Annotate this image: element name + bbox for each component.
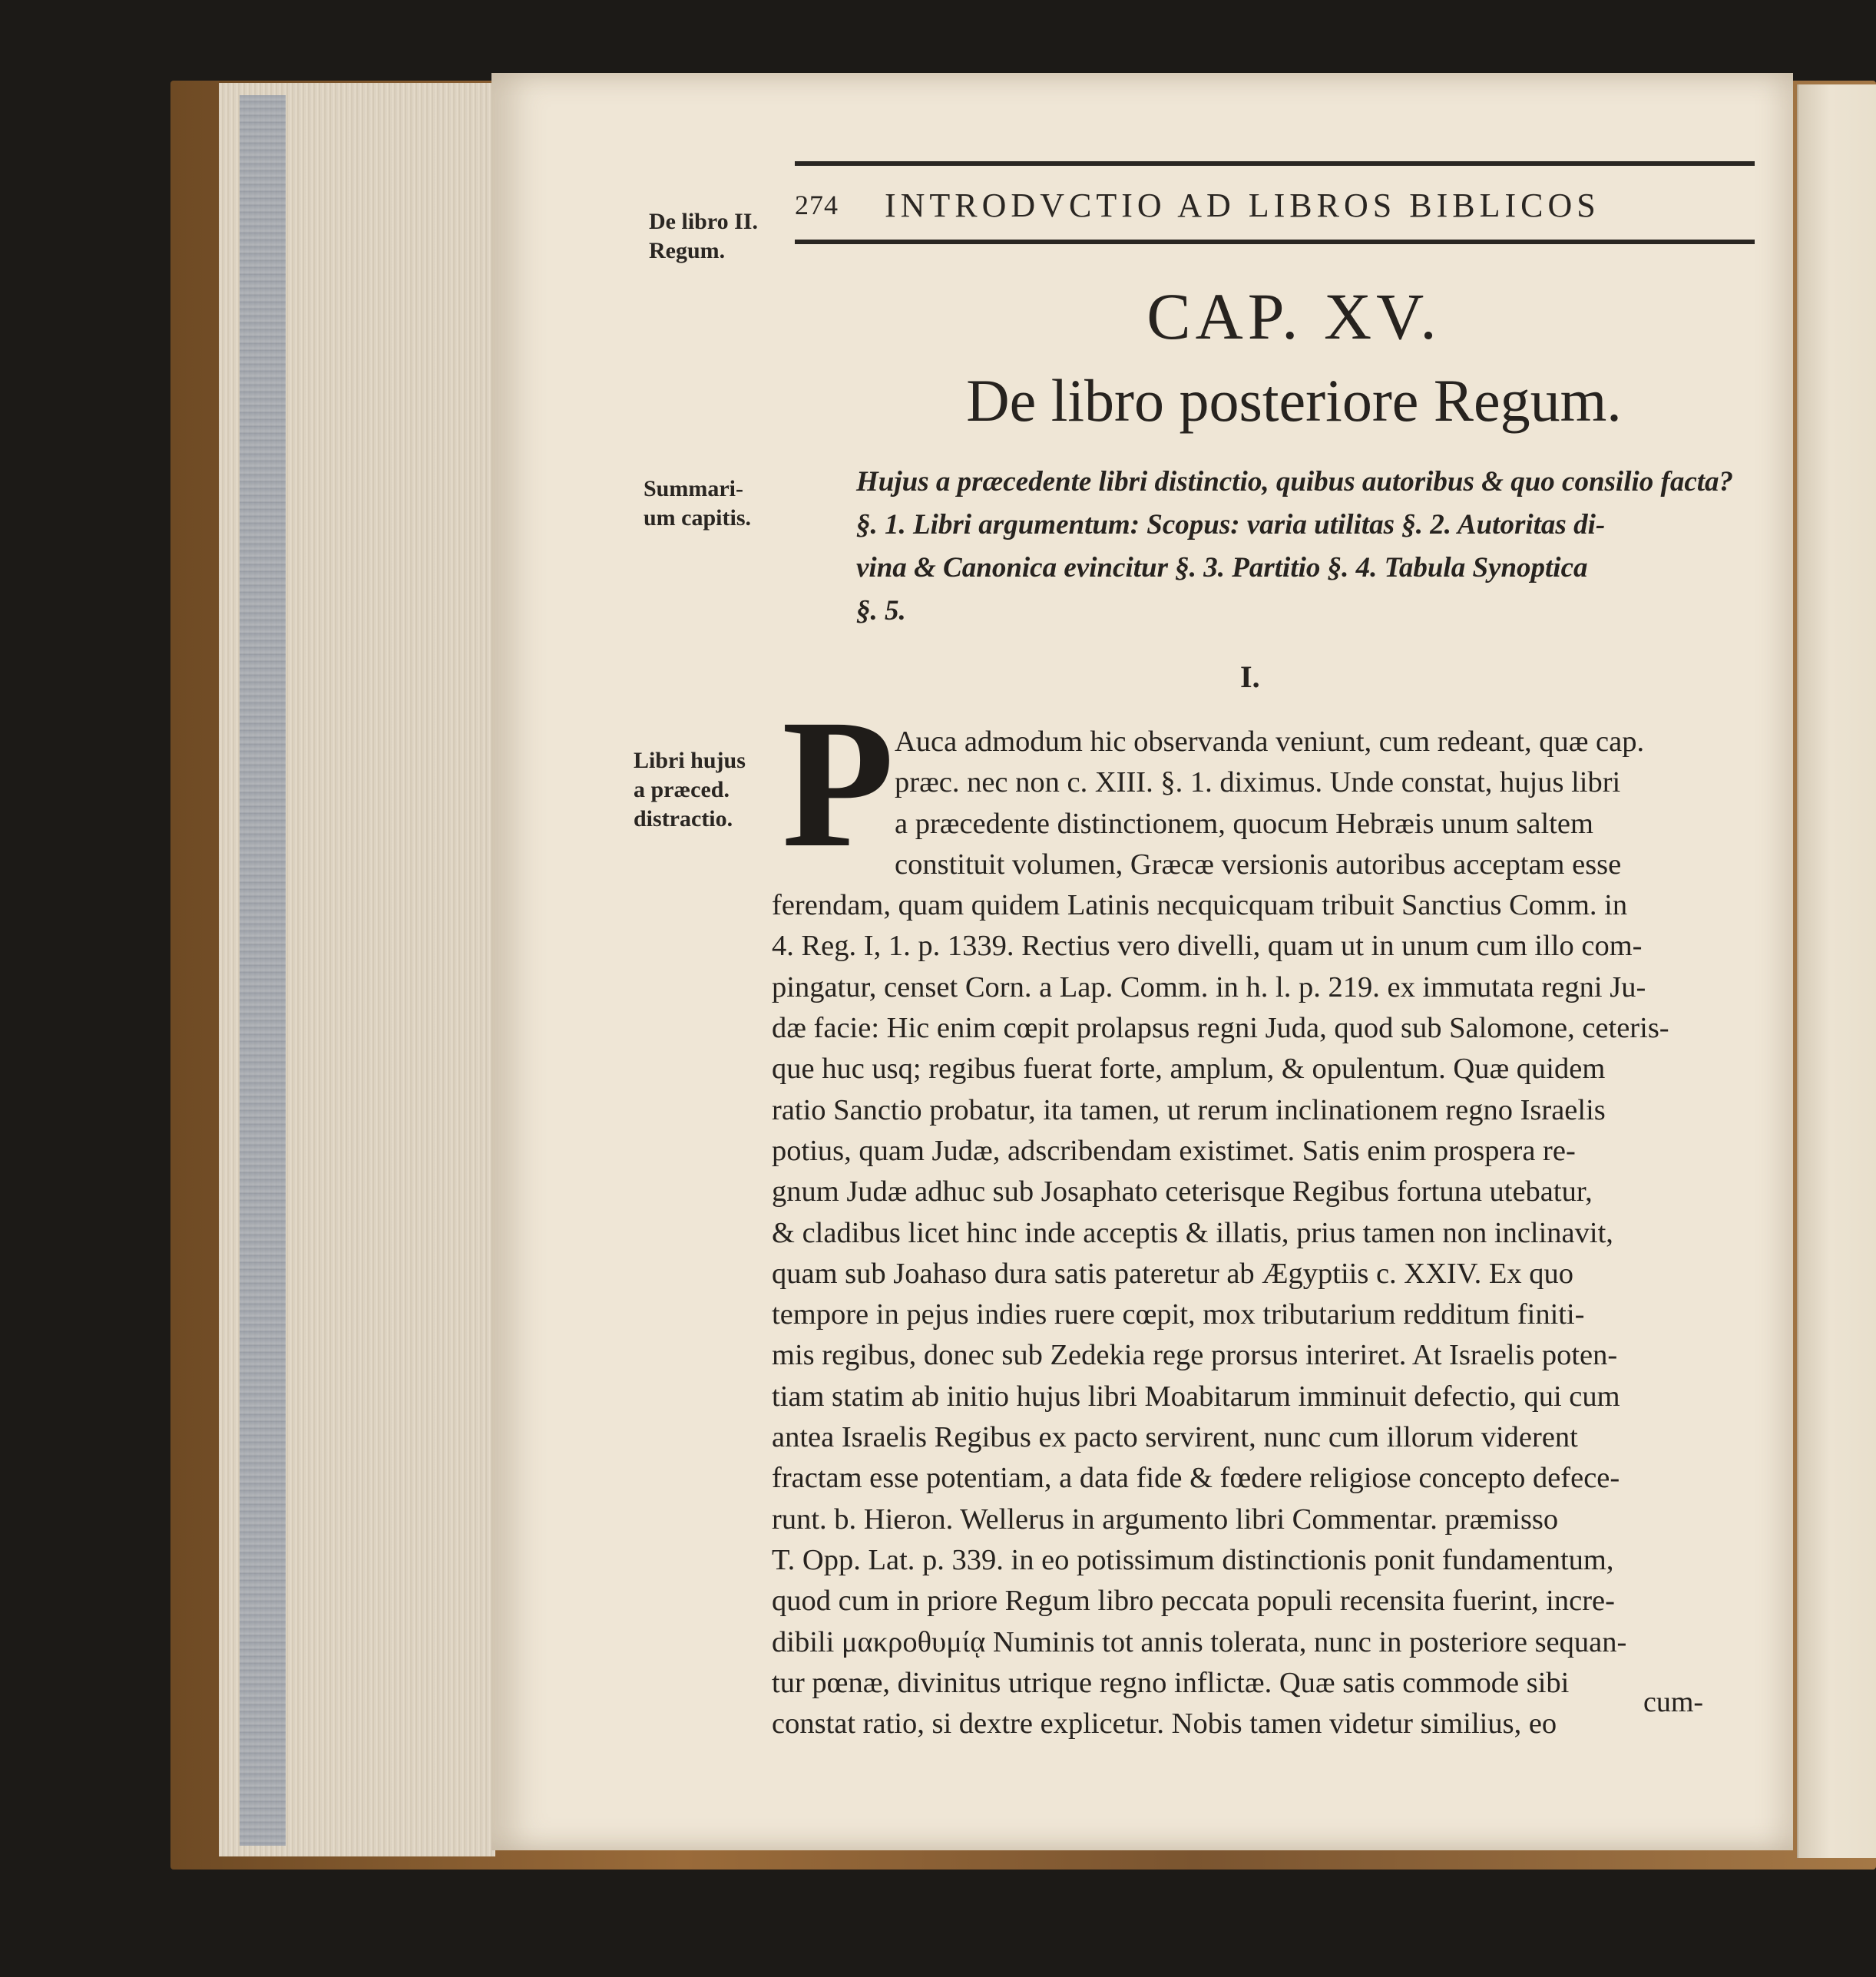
page-header [795, 178, 1755, 232]
margin-note-line: a præced. [634, 777, 730, 802]
body-line: dibili μακροθυμίᾳ Numinis tot annis tolerata, nunc in posteriore sequan- [772, 1625, 1627, 1658]
body-line: que huc usq; regibus fuerat forte, amplum, & opulentum. Quæ quidem [772, 1053, 1606, 1086]
header-rule-top [795, 161, 1755, 166]
body-line: T. Opp. Lat. p. 339. in eo potissimum distinctionis ponit fundamentum, [772, 1543, 1614, 1576]
margin-note-line: Summari- [644, 476, 743, 501]
body-line: a præcedente distinctionem, quocum Hebræis unum saltem [895, 807, 1593, 840]
margin-note-line: distractio. [634, 806, 733, 831]
chapter-heading [898, 278, 1689, 439]
margin-note-line: De libro II. [649, 209, 758, 234]
catchword: cum- [1643, 1686, 1704, 1718]
header-rule-bottom [795, 240, 1755, 244]
body-line: pingatur, censet Corn. a Lap. Comm. in h. l. p. 219. ex immutata regni Ju- [772, 970, 1646, 1003]
running-title: INTRODVCTIO AD LIBROS BIBLICOS [885, 186, 1600, 224]
body-text [772, 722, 1739, 1744]
body-line: constituit volumen, Græcæ versionis autoribus acceptam esse [895, 848, 1622, 881]
page-number: 274 [795, 190, 839, 220]
body-line: gnum Judæ adhuc sub Josaphato ceterisque Regibus fortuna utebatur, [772, 1175, 1593, 1208]
chapter-number: CAP. XV. [1146, 279, 1441, 353]
drop-cap: P [782, 681, 895, 885]
margin-note-summary [644, 474, 789, 533]
margin-note-line: um capitis. [644, 505, 752, 531]
margin-note-line: Libri hujus [634, 748, 746, 773]
chapter-title: De libro posteriore Regum. [966, 367, 1622, 434]
body-line: 4. Reg. I, 1. p. 1339. Rectius vero divelli, quam ut in unum cum illo com- [772, 930, 1643, 963]
body-line: runt. b. Hieron. Wellerus in argumento libri Commentar. præmisso [772, 1503, 1559, 1536]
body-line: antea Israelis Regibus ex pacto servirent, nunc cum illorum viderent [772, 1421, 1578, 1454]
body-line: tur pœnæ, divinitus utrique regno inflictæ. Quæ satis commode sibi [772, 1666, 1570, 1699]
body-line: fractam esse potentiam, a data fide & fœdere religiose concepto defece- [772, 1462, 1620, 1495]
summary-line: Hujus a præcedente libri distinctio, quibus autoribus & quo consilio facta? [856, 466, 1734, 498]
body-line: Auca admodum hic observanda veniunt, cum redeant, quæ cap. [895, 726, 1645, 758]
body-line: quod cum in priore Regum libro peccata populi recensita fuerint, incre- [772, 1585, 1615, 1618]
margin-note-section [634, 746, 779, 834]
body-line: potius, quam Judæ, adscribendam existimet. Satis enim prospera re- [772, 1134, 1576, 1167]
page-edges-shadow [240, 95, 286, 1846]
margin-note-book [649, 207, 795, 266]
summary-line: §. 1. Libri argumentum: Scopus: varia utilitas §. 2. Autoritas di- [856, 509, 1606, 541]
summary-line: §. 5. [856, 595, 906, 626]
body-line: ratio Sanctio probatur, ita tamen, ut rerum inclinationem regno Israelis [772, 1093, 1606, 1126]
body-line: dæ facie: Hic enim cœpit prolapsus regni Juda, quod sub Salomone, ceteris- [772, 1012, 1669, 1045]
body-line: tempore in pejus indies ruere cœpit, mox tributarium redditum finiti- [772, 1298, 1585, 1331]
body-line: præc. nec non c. XIII. §. 1. diximus. Unde constat, hujus libri [895, 766, 1621, 799]
section-numeral: I. [1240, 660, 1260, 694]
body-line: & cladibus licet hinc inde acceptis & illatis, prius tamen non inclinavit, [772, 1216, 1613, 1249]
body-line: quam sub Joahaso dura satis pateretur ab Ægyptiis c. XXIV. Ex quo [772, 1257, 1573, 1290]
margin-note-line: Regum. [649, 238, 726, 263]
summary-line: vina & Canonica evincitur §. 3. Partitio §. 4. Tabula Synoptica [856, 552, 1588, 584]
body-line: mis regibus, donec sub Zedekia rege prorsus interiret. At Israelis poten- [772, 1339, 1618, 1372]
body-line: tiam statim ab initio hujus libri Moabitarum imminuit defectio, qui cum [772, 1380, 1620, 1413]
chapter-summary [856, 461, 1755, 633]
body-line: constat ratio, si dextre explicetur. Nobis tamen videtur similius, eo [772, 1708, 1557, 1741]
body-line: ferendam, quam quidem Latinis necquicquam tribuit Sanctius Comm. in [772, 889, 1628, 922]
facing-page-edge [1797, 84, 1876, 1858]
